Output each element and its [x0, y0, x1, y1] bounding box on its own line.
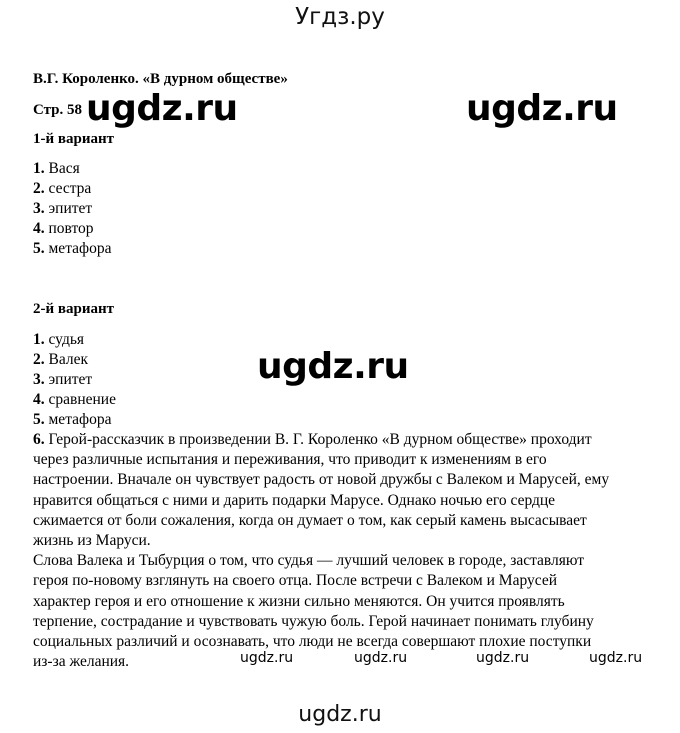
answer6-line-3: настроении. Вначале он чувствует радость от новой дружбы с Валеком и Марусей, ему: [33, 471, 610, 489]
answer6-line-12: из-за желания.: [33, 653, 130, 671]
book-title: В.Г. Короленко. «В дурном обществе»: [33, 71, 288, 87]
watermark-small-4: ugdz.ru: [589, 650, 643, 666]
site-title[interactable]: Угдз.ру: [295, 4, 385, 30]
answer6-line-6: жизнь из Маруси.: [33, 532, 151, 550]
variant2-answer-5: 5. метафора: [33, 411, 112, 428]
variant2-answer-6: [33, 430, 653, 672]
variant1-answer-4: 4. повтор: [33, 220, 94, 237]
watermark-small-3: ugdz.ru: [476, 650, 530, 666]
page-label: Стр. 58: [33, 102, 83, 118]
watermark-small-2: ugdz.ru: [354, 650, 408, 666]
footer-site[interactable]: ugdz.ru: [298, 702, 382, 727]
answer6-line-11: социальных различий и осознавать, что люди не всегда совершают плохие поступки: [33, 633, 592, 651]
variant2-answer-1: 1. судья: [33, 331, 85, 348]
variant2-heading: 2-й вариант: [33, 301, 114, 317]
variant1-answer-3: 3. эпитет: [33, 200, 93, 217]
variant2-answer-4: 4. сравнение: [33, 391, 116, 408]
answer6-line-8: героя по-новому взглянуть на своего отца. После встречи с Валеком и Марусей: [33, 572, 557, 590]
answer6-line-4: нравится общаться с ними и дарить подарки Марусе. Однако ночью его сердце: [33, 491, 556, 509]
variant1-answer-2: 2. сестра: [33, 180, 92, 197]
answer6-line-2: через различные испытания и переживания, что приводит к изменениям в его: [33, 451, 547, 469]
watermark-top-left: ugdz.ru: [86, 88, 238, 129]
answer6-line-10: терпение, сострадание и чувствовать чужую боль. Герой начинает понимать глубину: [33, 612, 594, 630]
variant2-answer-2: 2. Валек: [33, 351, 88, 368]
variant1-heading: 1-й вариант: [33, 131, 114, 147]
answer6-line-9: характер героя и его отношение к жизни сильно меняются. Он учится проявлять: [33, 592, 565, 610]
watermark-top-right: ugdz.ru: [466, 88, 618, 129]
variant1-answer-1: 1. Вася: [33, 160, 80, 177]
variant2-answer-3: 3. эпитет: [33, 371, 93, 388]
answer6-line-7: Слова Валека и Тыбурция о том, что судья — лучший человек в городе, заставляют: [33, 552, 585, 570]
watermark-small-1: ugdz.ru: [240, 650, 294, 666]
watermark-middle: ugdz.ru: [257, 346, 409, 387]
answer6-line-1: 6. Герой-рассказчик в произведении В. Г. Короленко «В дурном обществе» проходит: [33, 431, 592, 448]
variant1-answer-5: 5. метафора: [33, 240, 112, 257]
answer6-line-5: сжимается от боли сожаления, когда он думает о том, как серый камень высасывает: [33, 511, 587, 529]
